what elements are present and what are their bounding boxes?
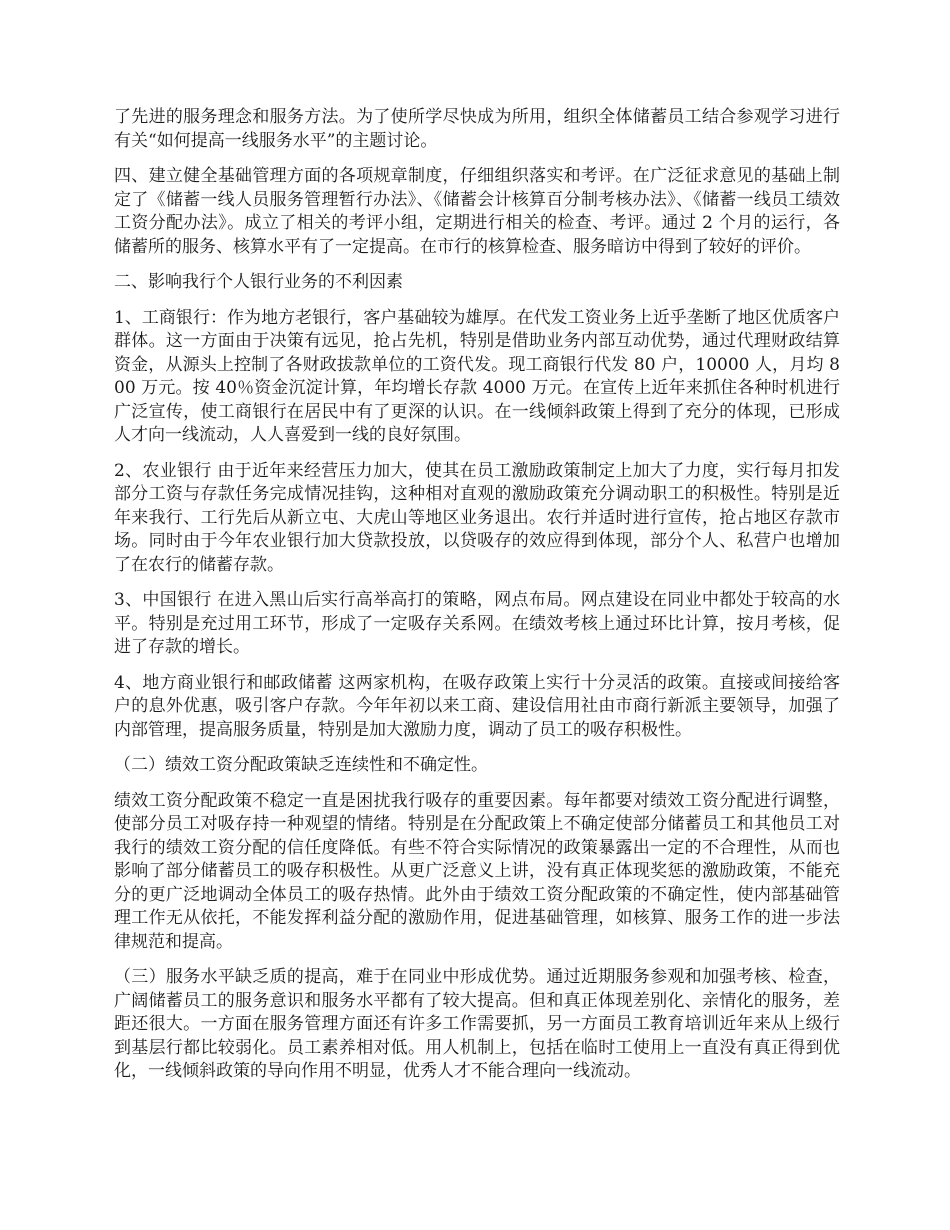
paragraph-section-four-rules: 四、建立健全基础管理方面的各项规章制度，仔细组织落实和考评。在广泛征求意见的基础上制定了《储蓄一线人员服务管理暂行办法》、《储蓄会计核算百分制考核办法》、《储蓄一线员工绩效工资分配办法》。成立了相关的考评小组，定期进行相关的检查、考评。通过 2 个月的运行，各储蓄所的服务、核算水平有了一定提高。在市行的核算检查、服务暗访中得到了较好的评价。 [114, 166, 840, 257]
paragraph-performance-pay: 绩效工资分配政策不稳定一直是困扰我行吸存的重要因素。每年都要对绩效工资分配进行调整，使部分员工对吸存持一种观望的情绪。特别是在分配政策上不确定使部分储蓄员工和其他员工对我行的绩效工资分配的信任度降低。有些不符合实际情况的政策暴露出一定的不合理性，从而也影响了部分储蓄员工的吸存积极性。从更广泛意义上讲，没有真正体现奖惩的激励政策，不能充分的更广泛地调动全体员工的吸存热情。此外由于绩效工资分配政策的不确定性，使内部基础管理工作无从依托，不能发挥利益分配的激励作用，促进基础管理，如核算、服务工作的进一步法律规范和提高。 [114, 790, 840, 952]
paragraph-intro-continuation: 了先进的服务理念和服务方法。为了使所学尽快成为所用，组织全体储蓄员工结合参观学习进行有关“如何提高一线服务水平”的主题讨论。 [114, 107, 840, 151]
paragraph-service-level: （三）服务水平缺乏质的提高，难于在同业中形成优势。通过近期服务参观和加强考核、检查，广阔储蓄员工的服务意识和服务水平都有了较大提高。但和真正体现差别化、亲情化的服务，差距还很大。一方面在服务管理方面还有许多工作需要抓，另一方面员工教育培训近年来从上级行到基层行都比较弱化。员工素养相对低。用人机制上，包括在临时工使用上一直没有真正得到优化，一线倾斜政策的导向作用不明显，优秀人才不能合理向一线流动。 [114, 967, 840, 1081]
paragraph-abc: 2、农业银行 由于近年来经营压力加大，使其在员工激励政策制定上加大了力度，实行每月扣发部分工资与存款任务完成情况挂钩，这种相对直观的激励政策充分调动职工的积极性。特别是近年来我行、工行先后从新立屯、大虎山等地区业务退出。农行并适时进行宣传，抢占地区存款市场。同时由于今年农业银行加大贷款投放，以贷吸存的效应得到体现，部分个人、私营户也增加了在农行的储蓄存款。 [114, 460, 840, 575]
paragraph-boc: 3、中国银行 在进入黑山后实行高举高打的策略，网点布局。网点建设在同业中都处于较高的水平。特别是充过用工环节，形成了一定吸存关系网。在绩效考核上通过环比计算，按月考核，促进了存款的增长。 [114, 590, 840, 657]
subheading-performance-pay: （二）绩效工资分配政策缺乏连续性和不确定性。 [114, 755, 488, 775]
paragraph-icbc: 1、工商银行：作为地方老银行，客户基础较为雄厚。在代发工资业务上近乎垄断了地区优质客户群体。这一方面由于决策有远见，抢占先机，特别是借助业务内部互动优势，通过代理财政结算资金，从源头上控制了各财政拔款单位的工资代发。现工商银行代发 80 户，10000 人，月均 800 万元。按 40％资金沉淀计算，年均增长存款 4000 万元。在宣传上近年来抓住各种时机进行广泛宣传，使工商银行在居民中有了更深的认识。在一线倾斜政策上得到了充分的体现，已形成人才向一线流动，人人喜爱到一线的良好氛围。 [114, 307, 840, 445]
section-heading-unfavorable-factors: 二、影响我行个人银行业务的不利因素 [114, 272, 403, 292]
document-page [114, 106, 840, 1096]
paragraph-local-banks-postal: 4、地方商业银行和邮政储蓄 这两家机构，在吸存政策上实行十分灵活的政策。直接或间接给客户的息外优惠，吸引客户存款。今年年初以来工商、建设信用社由市商行新派主要领导，加强了内部管理，提高服务质量，特别是加大激励力度，调动了员工的吸存积极性。 [114, 672, 840, 740]
